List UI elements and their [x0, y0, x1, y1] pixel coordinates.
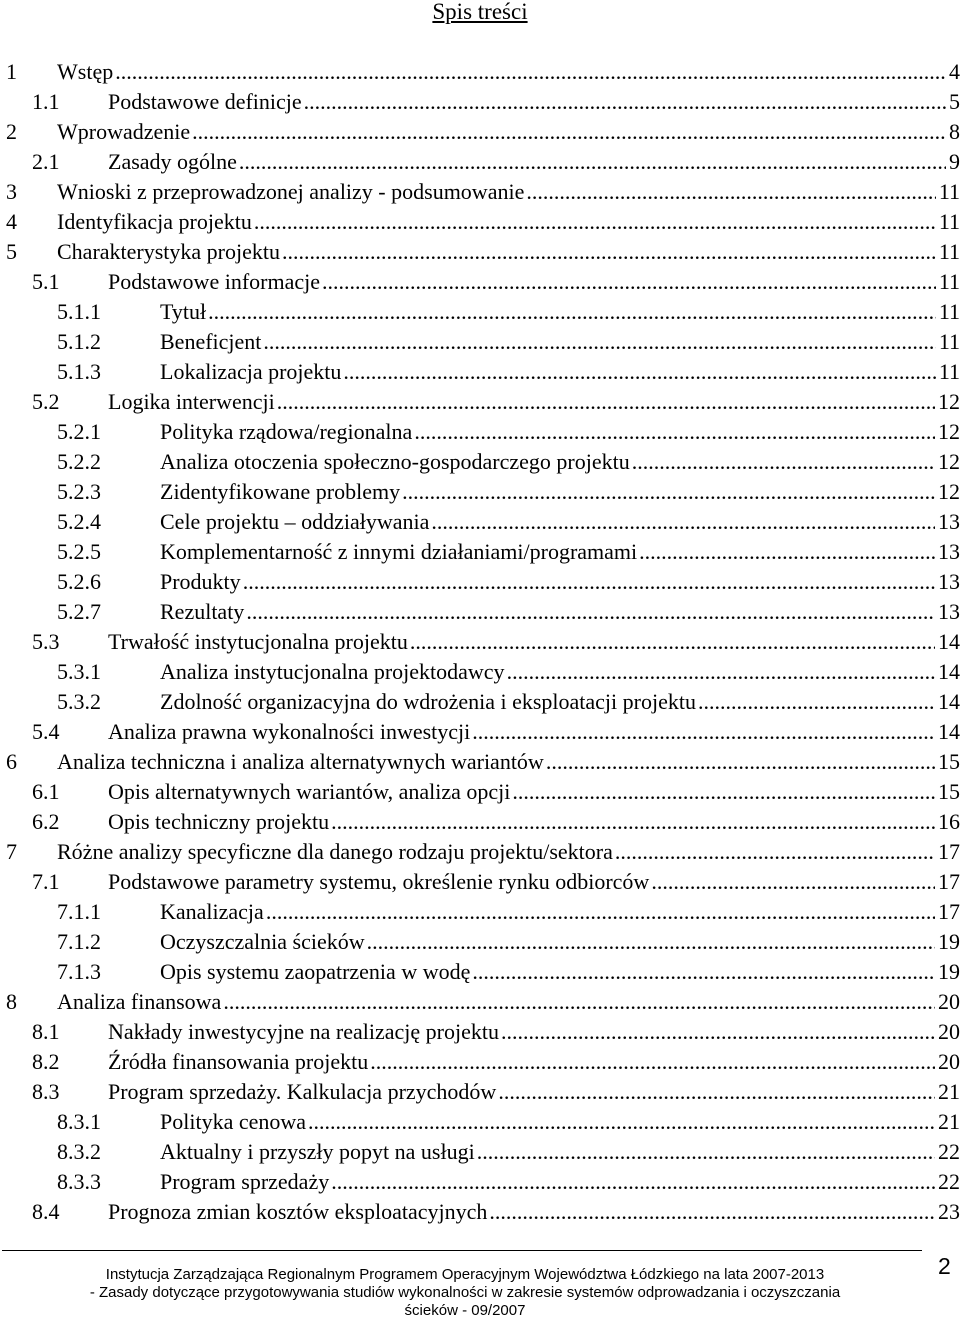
toc-entry[interactable]	[0, 627, 960, 657]
toc-entry[interactable]	[0, 207, 960, 237]
toc-entry-page: 17	[938, 839, 960, 864]
toc-entry-label: Źródła finansowania projektu	[108, 1049, 369, 1074]
toc-entry-number: 5.3.2	[57, 689, 101, 714]
table-of-contents	[0, 57, 960, 1227]
toc-entry[interactable]	[0, 807, 960, 837]
toc-entry-label: Wprowadzenie	[57, 119, 191, 144]
toc-entry-body	[108, 147, 960, 177]
toc-entry-body	[108, 87, 960, 117]
toc-entry-label: Zasady ogólne	[108, 149, 237, 174]
toc-entry-number: 2	[6, 119, 17, 144]
toc-entry-body	[160, 507, 960, 537]
toc-entry-body	[57, 747, 960, 777]
toc-entry[interactable]	[0, 837, 960, 867]
toc-entry-body	[108, 387, 960, 417]
toc-entry-page: 21	[938, 1109, 960, 1134]
toc-dot-leader	[498, 1077, 935, 1107]
toc-entry-body	[160, 357, 960, 387]
toc-entry-number: 5.1	[32, 269, 60, 294]
toc-entry-body	[160, 597, 960, 627]
toc-entry[interactable]	[0, 597, 960, 627]
toc-entry-label: Różne analizy specyficzne dla danego rodzaju projektu/sektora	[57, 839, 613, 864]
toc-dot-leader	[410, 627, 935, 657]
toc-entry-number: 7.1	[32, 869, 60, 894]
toc-dot-leader	[615, 837, 935, 867]
toc-entry-label: Analiza finansowa	[57, 989, 222, 1014]
toc-entry-body	[160, 567, 960, 597]
toc-entry-label: Trwałość instytucjonalna projektu	[108, 629, 408, 654]
toc-entry-page: 5	[949, 89, 960, 114]
toc-entry-number: 8.3	[32, 1079, 60, 1104]
toc-entry-label: Nakłady inwestycyjne na realizację projektu	[108, 1019, 499, 1044]
toc-entry-number: 5	[6, 239, 17, 264]
toc-entry-page: 19	[938, 959, 960, 984]
toc-entry-number: 8.2	[32, 1049, 60, 1074]
toc-entry-page: 11	[938, 179, 960, 204]
toc-dot-leader	[331, 807, 935, 837]
toc-entry[interactable]	[0, 1167, 960, 1197]
toc-entry-number: 7.1.2	[57, 929, 101, 954]
toc-entry-page: 4	[949, 59, 960, 84]
toc-entry-page: 20	[938, 1049, 960, 1074]
toc-entry-body	[57, 207, 960, 237]
toc-entry-body	[108, 807, 960, 837]
toc-entry[interactable]	[0, 237, 960, 267]
toc-dot-leader	[546, 747, 935, 777]
toc-entry[interactable]	[0, 747, 960, 777]
toc-entry[interactable]	[0, 147, 960, 177]
toc-entry-body	[108, 1197, 960, 1227]
toc-entry-label: Wstęp	[57, 59, 114, 84]
toc-dot-leader	[639, 537, 935, 567]
toc-entry-label: Wnioski z przeprowadzonej analizy - podsumowanie	[57, 179, 525, 204]
toc-entry-label: Analiza techniczna i analiza alternatywnych wariantów	[57, 749, 544, 774]
toc-entry-label: Zidentyfikowane problemy	[160, 479, 401, 504]
toc-entry-number: 8.3.3	[57, 1169, 101, 1194]
toc-entry-label: Produkty	[160, 569, 241, 594]
toc-entry[interactable]	[0, 387, 960, 417]
toc-dot-leader	[698, 687, 935, 717]
toc-entry-number: 7	[6, 839, 17, 864]
toc-entry-number: 6.2	[32, 809, 60, 834]
toc-entry-body	[57, 57, 960, 87]
toc-entry-number: 7.1.3	[57, 959, 101, 984]
toc-entry-label: Lokalizacja projektu	[160, 359, 342, 384]
toc-dot-leader	[526, 177, 935, 207]
toc-entry-page: 11	[938, 299, 960, 324]
toc-entry-number: 5.3	[32, 629, 60, 654]
toc-entry[interactable]	[0, 987, 960, 1017]
toc-entry[interactable]	[0, 1107, 960, 1137]
toc-dot-leader	[651, 867, 935, 897]
toc-entry-label: Zdolność organizacyjna do wdrożenia i eksploatacji projektu	[160, 689, 696, 714]
toc-dot-leader	[192, 117, 946, 147]
toc-entry-number: 5.2.4	[57, 509, 101, 534]
toc-entry[interactable]	[0, 537, 960, 567]
toc-entry-label: Logika interwencji	[108, 389, 275, 414]
toc-entry-number: 4	[6, 209, 17, 234]
toc-entry-page: 11	[938, 359, 960, 384]
footer-divider	[2, 1250, 922, 1251]
toc-entry-label: Charakterystyka projektu	[57, 239, 280, 264]
toc-entry[interactable]	[0, 1137, 960, 1167]
toc-dot-leader	[246, 597, 935, 627]
toc-entry-body	[108, 777, 960, 807]
toc-dot-leader	[414, 417, 935, 447]
toc-dot-leader	[243, 567, 935, 597]
toc-entry-page: 14	[938, 659, 960, 684]
toc-dot-leader	[512, 777, 935, 807]
toc-entry[interactable]	[0, 927, 960, 957]
toc-entry-label: Analiza prawna wykonalności inwestycji	[108, 719, 471, 744]
toc-entry-page: 16	[938, 809, 960, 834]
toc-entry-page: 12	[938, 449, 960, 474]
toc-entry-body	[108, 1017, 960, 1047]
toc-dot-leader	[431, 507, 935, 537]
toc-entry[interactable]	[0, 717, 960, 747]
footer	[0, 1266, 930, 1320]
toc-dot-leader	[239, 147, 946, 177]
toc-entry[interactable]	[0, 777, 960, 807]
toc-entry-body	[160, 327, 960, 357]
toc-entry-label: Polityka cenowa	[160, 1109, 307, 1134]
toc-entry-page: 11	[938, 239, 960, 264]
toc-entry-number: 2.1	[32, 149, 60, 174]
toc-entry-number: 6.1	[32, 779, 60, 804]
toc-entry-body	[108, 267, 960, 297]
toc-entry[interactable]	[0, 957, 960, 987]
toc-dot-leader	[223, 987, 935, 1017]
toc-entry-body	[160, 537, 960, 567]
toc-dot-leader	[115, 57, 946, 87]
toc-entry[interactable]	[0, 687, 960, 717]
toc-entry[interactable]	[0, 567, 960, 597]
toc-entry-number: 8.4	[32, 1199, 60, 1224]
toc-entry-page: 14	[938, 629, 960, 654]
toc-entry[interactable]	[0, 327, 960, 357]
toc-entry-number: 5.2	[32, 389, 60, 414]
toc-entry-label: Podstawowe definicje	[108, 89, 302, 114]
toc-entry[interactable]	[0, 117, 960, 147]
toc-entry-page: 11	[938, 329, 960, 354]
toc-dot-leader	[489, 1197, 935, 1227]
toc-entry-body	[160, 477, 960, 507]
toc-dot-leader	[304, 87, 946, 117]
toc-dot-leader	[322, 267, 936, 297]
toc-entry[interactable]	[0, 1017, 960, 1047]
toc-entry-body	[160, 447, 960, 477]
toc-entry[interactable]	[0, 1197, 960, 1227]
toc-entry-number: 8.3.2	[57, 1139, 101, 1164]
toc-entry-number: 5.1.1	[57, 299, 101, 324]
toc-entry-label: Opis systemu zaopatrzenia w wodę	[160, 959, 471, 984]
toc-entry-label: Program sprzedaży	[160, 1169, 330, 1194]
toc-entry-body	[57, 987, 960, 1017]
toc-entry-page: 13	[938, 509, 960, 534]
toc-entry-body	[160, 687, 960, 717]
toc-dot-leader	[402, 477, 935, 507]
toc-entry[interactable]	[0, 657, 960, 687]
toc-entry-page: 12	[938, 479, 960, 504]
toc-entry-body	[160, 417, 960, 447]
toc-entry-page: 15	[938, 779, 960, 804]
toc-entry-number: 5.1.2	[57, 329, 101, 354]
toc-entry-body	[57, 117, 960, 147]
toc-entry-body	[57, 177, 960, 207]
toc-entry-label: Polityka rządowa/regionalna	[160, 419, 413, 444]
toc-entry-page: 23	[938, 1199, 960, 1224]
toc-entry-body	[108, 1077, 960, 1107]
toc-dot-leader	[331, 1167, 935, 1197]
toc-entry-label: Identyfikacja projektu	[57, 209, 252, 234]
toc-entry-page: 11	[938, 209, 960, 234]
toc-entry[interactable]	[0, 447, 960, 477]
toc-entry-number: 5.3.1	[57, 659, 101, 684]
toc-entry-number: 5.2.6	[57, 569, 101, 594]
toc-entry-page: 17	[938, 869, 960, 894]
toc-entry-label: Tytuł	[160, 299, 207, 324]
toc-entry-body	[108, 867, 960, 897]
toc-entry-label: Beneficjent	[160, 329, 262, 354]
toc-entry-label: Podstawowe parametry systemu, określenie rynku odbiorców	[108, 869, 650, 894]
toc-entry-body	[160, 957, 960, 987]
toc-entry-page: 20	[938, 1019, 960, 1044]
toc-entry-page: 20	[938, 989, 960, 1014]
toc-entry-page: 14	[938, 689, 960, 714]
footer-line-3: ścieków - 09/2007	[404, 1302, 526, 1319]
toc-dot-leader	[477, 1137, 935, 1167]
toc-entry-number: 5.2.5	[57, 539, 101, 564]
toc-entry-page: 21	[938, 1079, 960, 1104]
toc-entry-label: Prognoza zmian kosztów eksploatacyjnych	[108, 1199, 488, 1224]
toc-entry-number: 5.1.3	[57, 359, 101, 384]
toc-dot-leader	[632, 447, 935, 477]
toc-entry-number: 5.2.2	[57, 449, 101, 474]
toc-entry-page: 22	[938, 1169, 960, 1194]
toc-entry-page: 17	[938, 899, 960, 924]
toc-entry-body	[160, 297, 960, 327]
toc-entry[interactable]	[0, 57, 960, 87]
toc-entry-body	[108, 1047, 960, 1077]
toc-entry-number: 8.3.1	[57, 1109, 101, 1134]
toc-dot-leader	[282, 237, 936, 267]
toc-entry-body	[57, 237, 960, 267]
toc-entry-body	[160, 1137, 960, 1167]
toc-entry[interactable]	[0, 507, 960, 537]
toc-entry-body	[108, 717, 960, 747]
toc-entry-number: 1.1	[32, 89, 60, 114]
toc-dot-leader	[472, 717, 935, 747]
toc-entry[interactable]	[0, 897, 960, 927]
toc-entry-label: Opis techniczny projektu	[108, 809, 330, 834]
toc-entry-page: 9	[949, 149, 960, 174]
toc-dot-leader	[367, 927, 935, 957]
toc-entry-label: Analiza otoczenia społeczno-gospodarczego projektu	[160, 449, 630, 474]
toc-entry[interactable]	[0, 417, 960, 447]
toc-dot-leader	[343, 357, 935, 387]
toc-entry-page: 11	[938, 269, 960, 294]
toc-entry-number: 5.4	[32, 719, 60, 744]
toc-entry-body	[160, 657, 960, 687]
toc-entry-label: Oczyszczalnia ścieków	[160, 929, 365, 954]
toc-entry-page: 14	[938, 719, 960, 744]
toc-dot-leader	[254, 207, 936, 237]
toc-entry-label: Podstawowe informacje	[108, 269, 320, 294]
page-number: 2	[938, 1253, 951, 1279]
toc-entry-page: 12	[938, 389, 960, 414]
toc-entry-body	[108, 627, 960, 657]
toc-entry-label: Kanalizacja	[160, 899, 264, 924]
toc-entry-page: 13	[938, 539, 960, 564]
toc-entry-page: 13	[938, 599, 960, 624]
toc-entry-number: 8.1	[32, 1019, 60, 1044]
toc-dot-leader	[308, 1107, 935, 1137]
toc-dot-leader	[507, 657, 935, 687]
toc-entry-number: 7.1.1	[57, 899, 101, 924]
toc-dot-leader	[277, 387, 935, 417]
toc-entry-label: Cele projektu – oddziaływania	[160, 509, 430, 534]
toc-entry-label: Rezultaty	[160, 599, 245, 624]
toc-dot-leader	[266, 897, 935, 927]
toc-entry[interactable]	[0, 177, 960, 207]
toc-dot-leader	[501, 1017, 935, 1047]
toc-entry-body	[160, 1107, 960, 1137]
toc-entry-page: 8	[949, 119, 960, 144]
footer-line-2: - Zasady dotyczące przygotowywania studiów wykonalności w zakresie systemów odprowadzania i oczyszczania	[89, 1284, 841, 1301]
toc-entry[interactable]	[0, 87, 960, 117]
page-title: Spis treści	[432, 0, 528, 24]
toc-entry[interactable]	[0, 867, 960, 897]
toc-entry-page: 12	[938, 419, 960, 444]
toc-entry-number: 8	[6, 989, 17, 1014]
toc-entry-body	[160, 897, 960, 927]
toc-entry-number: 5.2.1	[57, 419, 101, 444]
toc-dot-leader	[208, 297, 936, 327]
toc-entry-page: 13	[938, 569, 960, 594]
toc-dot-leader	[370, 1047, 935, 1077]
toc-entry[interactable]	[0, 267, 960, 297]
toc-entry-number: 6	[6, 749, 17, 774]
footer-line-1: Instytucja Zarządzająca Regionalnym Programem Operacyjnym Województwa Łódzkiego na lata 2007-2013	[105, 1266, 825, 1283]
toc-entry-number: 5.2.7	[57, 599, 101, 624]
toc-entry-body	[160, 927, 960, 957]
toc-entry-page: 19	[938, 929, 960, 954]
toc-entry-body	[160, 1167, 960, 1197]
toc-dot-leader	[472, 957, 935, 987]
toc-entry-label: Komplementarność z innymi działaniami/programami	[160, 539, 638, 564]
toc-entry-number: 3	[6, 179, 17, 204]
toc-entry[interactable]	[0, 477, 960, 507]
toc-entry-label: Analiza instytucjonalna projektodawcy	[160, 659, 505, 684]
toc-entry-page: 15	[938, 749, 960, 774]
toc-entry-label: Opis alternatywnych wariantów, analiza opcji	[108, 779, 511, 804]
toc-dot-leader	[263, 327, 935, 357]
toc-entry[interactable]	[0, 1047, 960, 1077]
toc-entry-label: Aktualny i przyszły popyt na usługi	[160, 1139, 475, 1164]
toc-entry[interactable]	[0, 1077, 960, 1107]
toc-entry[interactable]	[0, 357, 960, 387]
toc-entry-page: 22	[938, 1139, 960, 1164]
toc-entry-number: 1	[6, 59, 17, 84]
toc-entry-label: Program sprzedaży. Kalkulacja przychodów	[108, 1079, 497, 1104]
toc-entry-number: 5.2.3	[57, 479, 101, 504]
toc-entry[interactable]	[0, 297, 960, 327]
toc-entry-body	[57, 837, 960, 867]
